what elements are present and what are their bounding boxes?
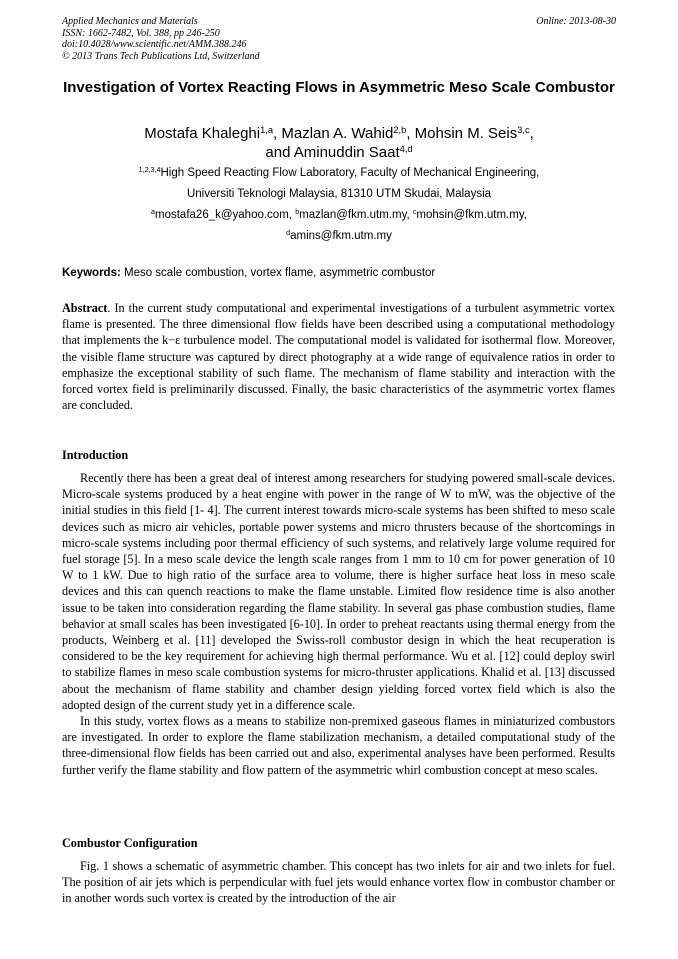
abstract-paragraph: [62, 300, 615, 413]
email-link[interactable]: mazlan@fkm.utm.my,: [299, 209, 413, 221]
body-paragraph: Fig. 1 shows a schematic of asymmetric chamber. This concept has two inlets for air and two inlets for fuel. The position of air jets which is perpendicular with fuel jets would enhance vortex flow in combustor chamber or in another words such vortex is created by the introduction of the air: [62, 859, 615, 906]
author-affil-mark: 4,d: [399, 143, 413, 154]
body-paragraph: In this study, vortex flows as a means to stabilize non-premixed gaseous flames in miniaturized combustors are investigated. In order to explore the flame stabilization mechanism, a detailed computational study of the three-dimensional flow fields has been carried out and also, experimental analyses have been performed. Results further verify the flame stability and flow pattern of the asymmetric whirl combustion concept at meso scales.: [62, 714, 615, 777]
author-name: Mostafa Khaleghi: [144, 125, 261, 142]
paper-title: Investigation of Vortex Reacting Flows in Asymmetric Meso Scale Combustor: [63, 79, 615, 96]
affiliation-block: [62, 163, 616, 247]
email-link[interactable]: mostafa26_k@yahoo.com,: [155, 209, 296, 221]
body-paragraph: Recently there has been a great deal of interest among researchers for studying powered small-scale devices. Micro-scale systems produced by a heat engine with power in the range of W to mW, was the objective of the initial studies in this field [1- 4]. The current interest towards micro-scale systems has been shifted to meso scale devices such as micro air vehicles, portable power systems and micro thrusters because of the shortcomings in micro-scale systems including poor thermal efficiency of such systems, and relatively large volume required for fuel storage [5]. In a meso scale device the length scale ranges from 1 mm to 10 cm for power generation of 10 W to 1 kW. Due to high ratio of the surface area to volume, there is higher surface heat loss in meso scale devices and this can quench reactions to make the flame unstable. Limited flow residence time is also another issue to be taken into consideration regarding the flame stability. In several gas phase combustion studies, flame behavior at small scales has been investigated [6-10]. In order to preheat reactants using thermal energy from the products, Weinberg et al. [11] developed the Swiss-roll combustor design in which the heat recuperation is considered to be the key requirement for achieving high thermal performance. Wu et al. [12] could deploy swirl to stabilize flames in meso scale combustion systems for micro-thruster applications. Khalid et al. [13] discussed about the mechanism of flame stability and chamber design yielding forced vortex field which is also the adopted design of the current study yet in a difference scale.: [62, 471, 615, 712]
email-mark: b: [295, 208, 300, 217]
author-separator: ,: [273, 125, 282, 142]
abstract-text: . In the current study computational and experimental investigations of a turbulent asymmetric vortex flame is presented. The three dimensional flow fields have been described using a computational methodology that implements the k−ε turbulence model. The computational model is validated for isothermal flow. Moreover, the visible flame structure was captured by direct photography at a wide range of equivalence ratios in order to emphasize the exceptional stability of such flame. The mechanism of flame stability and interaction with the forced vortex field is preliminarily discussed. Finally, the basic characteristics of the asymmetric vortex flames are concluded.: [62, 301, 615, 413]
doi-line: doi:10.4028/www.scientific.net/AMM.388.246: [62, 39, 247, 50]
journal-header: [62, 16, 616, 62]
journal-name: Applied Mechanics and Materials: [62, 16, 198, 27]
affiliation-line: Universiti Teknologi Malaysia, 81310 UTM Skudai, Malaysia: [186, 188, 492, 200]
email-mark: a: [151, 208, 156, 217]
introduction-heading: Introduction: [62, 448, 129, 462]
issn-line: ISSN: 1662-7482, Vol. 388, pp 246-250: [62, 27, 220, 39]
email-line: [62, 226, 616, 247]
email-line: [62, 205, 616, 226]
affiliation-mark: 1,2,3,4: [138, 166, 161, 175]
author-separator: ,: [406, 125, 415, 142]
email-mark: c: [412, 208, 417, 217]
author-affil-mark: 2,b: [393, 124, 407, 135]
author-affil-mark: 3,c: [517, 124, 530, 135]
keywords-label: Keywords:: [62, 267, 121, 279]
affiliation-line: High Speed Reacting Flow Laboratory, Faculty of Mechanical Engineering,: [160, 167, 540, 179]
author-affil-mark: 1,a: [260, 124, 274, 135]
online-date: Online: 2013-08-30: [536, 16, 616, 27]
author-list: [62, 124, 616, 162]
email-mark: d: [286, 229, 291, 238]
author-separator: ,: [529, 125, 534, 142]
author-name: and Aminuddin Saat: [265, 144, 400, 161]
combustor-heading: Combustor Configuration: [62, 836, 198, 850]
keywords-text: Meso scale combustion, vortex flame, asymmetric combustor: [120, 267, 436, 279]
keywords-line: [62, 266, 616, 280]
email-link[interactable]: amins@fkm.utm.my: [290, 230, 392, 242]
combustor-body: [62, 858, 615, 907]
abstract-label: Abstract: [62, 301, 108, 315]
author-name: Mohsin M. Seis: [414, 125, 518, 142]
copyright-line: © 2013 Trans Tech Publications Ltd, Switzerland: [62, 50, 260, 62]
author-name: Mazlan A. Wahid: [281, 125, 394, 142]
email-link[interactable]: mohsin@fkm.utm.my,: [416, 209, 527, 221]
introduction-body: [62, 470, 615, 778]
